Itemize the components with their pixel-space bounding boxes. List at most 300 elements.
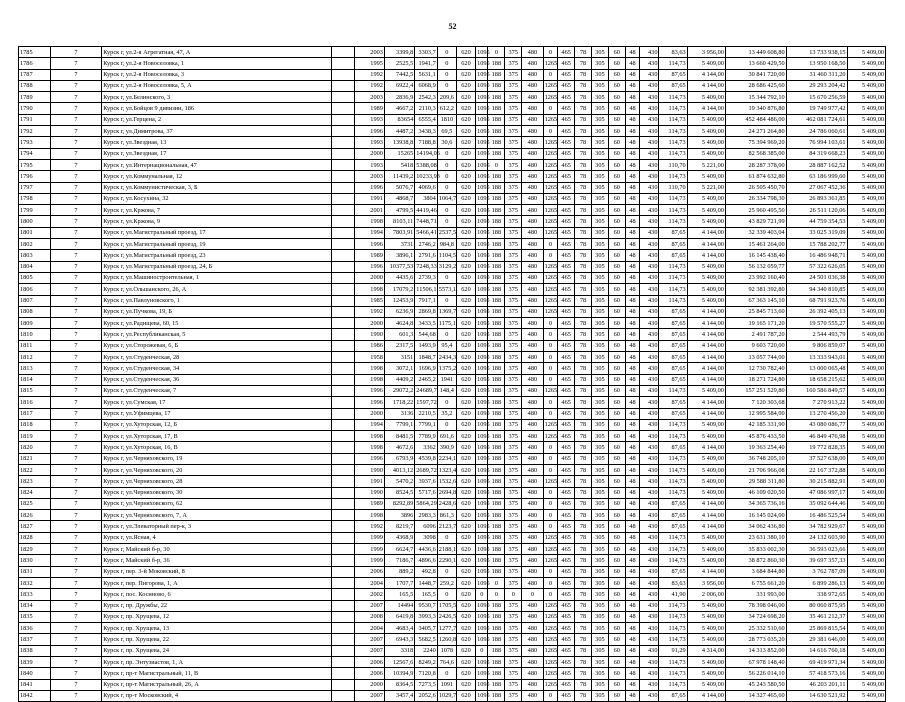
table-cell: 43 080 086,77 xyxy=(786,419,847,430)
table-cell: 480 xyxy=(522,544,543,555)
table-cell: 48 xyxy=(625,589,640,600)
table-cell: 188 xyxy=(488,521,505,532)
table-cell: 1820 xyxy=(19,442,51,453)
table-cell: 7 xyxy=(50,623,102,634)
table-cell: 465 xyxy=(558,47,575,58)
address-cell: Курск г, пер. Пигорова, 1, А xyxy=(102,577,332,588)
table-cell: 430 xyxy=(640,193,659,204)
table-cell: 28 686 425,60 xyxy=(725,80,786,91)
table-cell: 2006 xyxy=(354,566,384,577)
table-cell: 5 409,00 xyxy=(847,577,886,588)
table-cell: 2 544 493,79 xyxy=(786,329,847,340)
table-cell: 1095 xyxy=(476,408,488,419)
table-cell xyxy=(331,544,354,555)
table-cell: 430 xyxy=(640,261,659,272)
table-cell: 2004 xyxy=(354,577,384,588)
table-cell: 7 xyxy=(50,498,102,509)
table-cell: 5 409,00 xyxy=(847,476,886,487)
table-cell: 7248,33 xyxy=(415,261,438,272)
table-cell: 480 xyxy=(522,521,543,532)
table-cell: 48 xyxy=(625,498,640,509)
table-cell: 188 xyxy=(488,385,505,396)
table-cell: 430 xyxy=(640,216,659,227)
table-cell: 480 xyxy=(522,193,543,204)
table-row xyxy=(19,329,886,340)
table-row xyxy=(19,611,886,622)
table-cell: 1095 xyxy=(476,431,488,442)
table-cell: 5 409,00 xyxy=(847,126,886,137)
table-row xyxy=(19,182,886,193)
table-cell: 188 xyxy=(488,566,505,577)
table-cell: 305 xyxy=(591,295,608,306)
table-cell: 8364,5 xyxy=(384,679,414,690)
table-cell: 1095 xyxy=(476,103,488,114)
table-cell: 78 xyxy=(575,623,592,634)
table-cell: 87,65 xyxy=(659,352,687,363)
table-cell: 83,63 xyxy=(659,47,687,58)
table-cell: 14194,06 xyxy=(415,148,438,159)
table-cell: 1837 xyxy=(19,634,51,645)
table-cell: 465 xyxy=(558,374,575,385)
table-cell xyxy=(331,306,354,317)
table-cell xyxy=(331,205,354,216)
table-cell: 4 144,00 xyxy=(687,352,725,363)
table-cell: 4368,9 xyxy=(384,532,414,543)
table-cell: 48 xyxy=(625,464,640,475)
table-cell: 8103,11 xyxy=(384,216,414,227)
table-cell: 480 xyxy=(522,668,543,679)
table-cell: 114,73 xyxy=(659,476,687,487)
table-cell: 5 409,00 xyxy=(847,623,886,634)
table-cell xyxy=(331,69,354,80)
table-cell: 78 xyxy=(575,668,592,679)
table-cell: 1792 xyxy=(19,126,51,137)
table-cell: 1825 xyxy=(19,498,51,509)
table-cell: 5 409,00 xyxy=(687,544,725,555)
table-cell: 60 xyxy=(608,92,625,103)
table-cell xyxy=(331,193,354,204)
table-cell: 1265 xyxy=(543,114,558,125)
table-cell: 465 xyxy=(558,250,575,261)
table-cell: 305 xyxy=(591,385,608,396)
table-cell: 480 xyxy=(522,80,543,91)
table-cell: 188 xyxy=(488,645,505,656)
table-cell: 430 xyxy=(640,295,659,306)
table-cell: 48 xyxy=(625,58,640,69)
table-cell: 1991 xyxy=(354,193,384,204)
table-row xyxy=(19,295,886,306)
table-cell: 24 132 603,90 xyxy=(786,532,847,543)
table-cell: 30,6 xyxy=(437,137,456,148)
table-cell: 7 xyxy=(50,340,102,351)
table-cell: 9 806 859,07 xyxy=(786,340,847,351)
address-cell: Курск г, ул.2-я Новоселовка, 1 xyxy=(102,58,332,69)
table-cell: 889,2 xyxy=(384,566,414,577)
table-cell: 60 xyxy=(608,453,625,464)
table-cell: 5 409,00 xyxy=(847,442,886,453)
table-cell: 60 xyxy=(608,521,625,532)
table-cell: 7 xyxy=(50,103,102,114)
table-cell: 620 xyxy=(456,634,475,645)
table-cell: 1369,7 xyxy=(437,306,456,317)
table-cell: 764,6 xyxy=(437,657,456,668)
table-cell: 375 xyxy=(505,498,522,509)
table-cell: 7 xyxy=(50,589,102,600)
table-cell: 188 xyxy=(488,600,505,611)
table-cell: 60 xyxy=(608,385,625,396)
table-cell: 114,73 xyxy=(659,126,687,137)
table-row xyxy=(19,600,886,611)
table-cell: 5 409,00 xyxy=(687,453,725,464)
table-cell: 2525,5 xyxy=(384,58,414,69)
table-cell: 375 xyxy=(505,284,522,295)
table-cell: 60 xyxy=(608,159,625,170)
address-cell: Курск г, ул.Ольшанского, 26, А xyxy=(102,284,332,295)
table-cell: 620 xyxy=(456,159,475,170)
table-cell: 375 xyxy=(505,318,522,329)
table-cell: 60 xyxy=(608,657,625,668)
table-cell: 7 xyxy=(50,159,102,170)
table-cell: 188 xyxy=(488,250,505,261)
table-cell: 60 xyxy=(608,261,625,272)
table-cell xyxy=(331,137,354,148)
table-cell: 46 203 201,11 xyxy=(786,679,847,690)
table-cell: 39 697 357,33 xyxy=(786,555,847,566)
table-cell: 620 xyxy=(456,352,475,363)
table-cell: 4 144,00 xyxy=(687,566,725,577)
table-cell: 78 xyxy=(575,126,592,137)
table-cell: 305 xyxy=(591,566,608,577)
table-cell: 6 899 286,13 xyxy=(786,577,847,588)
table-cell: 620 xyxy=(456,657,475,668)
table-cell: 390,9 xyxy=(437,442,456,453)
table-cell: 430 xyxy=(640,532,659,543)
table-cell: 48 xyxy=(625,92,640,103)
table-cell: 6624,7 xyxy=(384,544,414,555)
table-cell: 305 xyxy=(591,645,608,656)
table-cell: 4 144,00 xyxy=(687,510,725,521)
table-cell: 305 xyxy=(591,148,608,159)
table-cell: 430 xyxy=(640,385,659,396)
table-cell: 1840 xyxy=(19,668,51,679)
table-cell: 60 xyxy=(608,600,625,611)
table-cell: 7 xyxy=(50,318,102,329)
table-cell: 1818 xyxy=(19,419,51,430)
table-cell: 78 xyxy=(575,306,592,317)
table-cell: 148,4 xyxy=(437,385,456,396)
table-cell: 305 xyxy=(591,498,608,509)
table-cell: 60 xyxy=(608,216,625,227)
table-cell: 2537,5 xyxy=(437,227,456,238)
address-cell: Курск г, ул.Косухина, 32 xyxy=(102,193,332,204)
table-cell: 48 xyxy=(625,487,640,498)
table-cell: 1791 xyxy=(19,114,51,125)
table-cell: 1265 xyxy=(543,600,558,611)
table-cell: 1265 xyxy=(543,227,558,238)
table-cell: 78 398 046,00 xyxy=(725,600,786,611)
table-cell: 430 xyxy=(640,272,659,283)
table-cell: 48 xyxy=(625,690,640,701)
table-cell: 5 221,00 xyxy=(687,159,725,170)
table-cell: 48 xyxy=(625,126,640,137)
table-cell: 1104,5 xyxy=(437,250,456,261)
table-cell: 620 xyxy=(456,306,475,317)
table-cell: 4 144,00 xyxy=(687,306,725,317)
table-cell: 87,65 xyxy=(659,227,687,238)
table-cell: 4435,6 xyxy=(384,272,414,283)
table-cell: 4896,6 xyxy=(415,555,438,566)
table-cell: 7 120 303,68 xyxy=(725,397,786,408)
table-cell: 114,73 xyxy=(659,103,687,114)
table-cell: 76 994 103,61 xyxy=(786,137,847,148)
table-cell: 465 xyxy=(558,329,575,340)
table-cell: 1260,8 xyxy=(437,634,456,645)
table-cell: 1817 xyxy=(19,408,51,419)
table-cell: 1375,2 xyxy=(437,363,456,374)
table-cell: 87,65 xyxy=(659,250,687,261)
table-cell: 45 876 433,50 xyxy=(725,431,786,442)
table-cell: 305 xyxy=(591,239,608,250)
table-cell: 465 xyxy=(558,498,575,509)
table-cell: 480 xyxy=(522,363,543,374)
table-cell: 305 xyxy=(591,306,608,317)
table-cell: 7 xyxy=(50,329,102,340)
table-cell: 78 xyxy=(575,340,592,351)
table-cell: 1804 xyxy=(19,261,51,272)
table-cell: 48 xyxy=(625,544,640,555)
table-cell: 480 xyxy=(522,47,543,58)
table-cell: 5 409,00 xyxy=(847,487,886,498)
table-row xyxy=(19,510,886,521)
table-cell: 1993 xyxy=(354,159,384,170)
table-cell: 430 xyxy=(640,668,659,679)
table-cell: 7 xyxy=(50,374,102,385)
table-cell: 34 724 698,20 xyxy=(725,611,786,622)
table-cell: 114,73 xyxy=(659,453,687,464)
table-cell: 305 xyxy=(591,227,608,238)
table-cell: 0 xyxy=(543,329,558,340)
table-cell: 7448,71 xyxy=(415,216,438,227)
table-cell: 78 xyxy=(575,510,592,521)
table-cell: 480 xyxy=(522,419,543,430)
table-cell: 7803,91 xyxy=(384,227,414,238)
table-row xyxy=(19,487,886,498)
address-cell: Курск г, Майский б-р, 30 xyxy=(102,544,332,555)
table-cell: 28 773 035,20 xyxy=(725,634,786,645)
table-cell: 430 xyxy=(640,159,659,170)
table-cell: 375 xyxy=(505,126,522,137)
table-cell: 1835 xyxy=(19,611,51,622)
table-cell: 5 409,00 xyxy=(687,114,725,125)
table-cell: 7 270 913,22 xyxy=(786,397,847,408)
address-cell: Курск г, ул.Кржова, 7 xyxy=(102,205,332,216)
table-cell: 1821 xyxy=(19,453,51,464)
table-cell: 7 xyxy=(50,544,102,555)
table-cell: 56 132 059,77 xyxy=(725,261,786,272)
table-cell: 465 xyxy=(558,453,575,464)
table-cell: 375 xyxy=(505,374,522,385)
table-cell: 61 874 632,80 xyxy=(725,171,786,182)
table-cell: 25 960 495,50 xyxy=(725,205,786,216)
table-cell: 430 xyxy=(640,126,659,137)
table-cell: 25 332 510,60 xyxy=(725,623,786,634)
table-cell: 5 409,00 xyxy=(847,340,886,351)
table-cell: 375 xyxy=(505,431,522,442)
table-cell: 94 340 810,85 xyxy=(786,284,847,295)
table-cell xyxy=(331,329,354,340)
table-cell: 5 409,00 xyxy=(847,363,886,374)
table-cell: 4 144,00 xyxy=(687,397,725,408)
table-cell: 5 409,00 xyxy=(847,679,886,690)
table-cell: 430 xyxy=(640,239,659,250)
table-cell: 188 xyxy=(488,295,505,306)
table-cell: 430 xyxy=(640,137,659,148)
table-cell: 6096 xyxy=(415,521,438,532)
table-cell: 480 xyxy=(522,679,543,690)
table-cell: 7 xyxy=(50,80,102,91)
table-cell: 0 xyxy=(543,487,558,498)
table-cell: 5 409,00 xyxy=(847,589,886,600)
table-cell: 480 xyxy=(522,284,543,295)
table-row xyxy=(19,464,886,475)
table-cell: 15 788 202,77 xyxy=(786,239,847,250)
table-cell: 465 xyxy=(558,476,575,487)
table-cell: 1795 xyxy=(19,159,51,170)
table-cell: 1095 xyxy=(476,69,488,80)
table-cell: 0 xyxy=(543,464,558,475)
table-cell: 0 xyxy=(488,589,505,600)
table-cell: 465 xyxy=(558,114,575,125)
table-cell: 430 xyxy=(640,148,659,159)
table-row xyxy=(19,92,886,103)
table-cell: 1823 xyxy=(19,476,51,487)
table-cell: 48 xyxy=(625,159,640,170)
table-cell: 188 xyxy=(488,544,505,555)
table-row xyxy=(19,657,886,668)
table-cell: 1095 xyxy=(476,58,488,69)
table-cell: 60 xyxy=(608,498,625,509)
table-cell: 78 xyxy=(575,690,592,701)
table-cell: 48 xyxy=(625,566,640,577)
table-cell: 480 xyxy=(522,306,543,317)
table-cell xyxy=(331,148,354,159)
table-cell: 114,73 xyxy=(659,284,687,295)
table-cell: 78 xyxy=(575,645,592,656)
table-cell: 5 409,00 xyxy=(687,487,725,498)
table-cell: 375 xyxy=(505,227,522,238)
address-cell: Курск г, ул.Герцена, 2 xyxy=(102,114,332,125)
table-cell: 75 394 969,20 xyxy=(725,137,786,148)
table-row xyxy=(19,58,886,69)
table-cell: 4 144,00 xyxy=(687,340,725,351)
table-cell: 2000 xyxy=(354,272,384,283)
table-cell: 465 xyxy=(558,679,575,690)
table-cell: 7 xyxy=(50,690,102,701)
table-cell: 19 772 828,35 xyxy=(786,442,847,453)
table-cell: 5 409,00 xyxy=(687,611,725,622)
table-cell: 4 144,00 xyxy=(687,521,725,532)
table-cell: 5 409,00 xyxy=(847,80,886,91)
table-cell: 1786 xyxy=(19,58,51,69)
table-cell: 620 xyxy=(456,205,475,216)
table-cell: 7 xyxy=(50,69,102,80)
table-cell: 1996 xyxy=(354,261,384,272)
table-cell: 5 409,00 xyxy=(687,284,725,295)
table-cell: 78 xyxy=(575,442,592,453)
table-cell: 21 706 966,08 xyxy=(725,464,786,475)
table-cell: 375 xyxy=(505,80,522,91)
address-cell: Курск г, ул.Хуторская, 12, Б xyxy=(102,419,332,430)
table-cell: 114,73 xyxy=(659,385,687,396)
table-cell xyxy=(331,679,354,690)
table-cell: 430 xyxy=(640,544,659,555)
table-cell: 48 xyxy=(625,510,640,521)
table-cell: 5418 xyxy=(384,159,414,170)
table-cell: 375 xyxy=(505,566,522,577)
table-cell: 5 409,00 xyxy=(847,408,886,419)
table-cell: 188 xyxy=(488,668,505,679)
address-cell: Курск г, пр. Дружбы, 22 xyxy=(102,600,332,611)
table-cell: 87,65 xyxy=(659,521,687,532)
table-row xyxy=(19,272,886,283)
table-cell: 620 xyxy=(456,250,475,261)
table-cell: 1793 xyxy=(19,137,51,148)
table-cell: 188 xyxy=(488,611,505,622)
table-cell: 480 xyxy=(522,498,543,509)
table-cell xyxy=(331,126,354,137)
table-cell xyxy=(331,431,354,442)
table-cell: 78 xyxy=(575,148,592,159)
table-cell: 1265 xyxy=(543,193,558,204)
table-cell: 0 xyxy=(543,589,558,600)
table-cell: 331 993,00 xyxy=(725,589,786,600)
table-cell: 165,5 xyxy=(415,589,438,600)
table-cell: 1802 xyxy=(19,239,51,250)
table-cell: 1992 xyxy=(354,80,384,91)
table-cell: 7 xyxy=(50,171,102,182)
address-cell: Курск г, ул.Черняховского, 19 xyxy=(102,453,332,464)
table-cell xyxy=(331,352,354,363)
table-cell: 620 xyxy=(456,521,475,532)
table-cell: 1265 xyxy=(543,58,558,69)
address-cell: Курск г, ул.Павлуновского, 1 xyxy=(102,295,332,306)
table-cell: 5 409,00 xyxy=(687,295,725,306)
table-cell: 2123,7 xyxy=(437,521,456,532)
table-cell: 60 xyxy=(608,589,625,600)
table-cell xyxy=(331,657,354,668)
address-cell: Курск г, пр. Хрущева, 24 xyxy=(102,645,332,656)
table-cell: 2210,5 xyxy=(415,408,438,419)
address-cell: Курск г, пр. Хрущева, 12 xyxy=(102,611,332,622)
table-cell: 188 xyxy=(488,103,505,114)
table-cell: 15 344 792,10 xyxy=(725,92,786,103)
table-cell: 10377,53 xyxy=(384,261,414,272)
table-cell: 7 xyxy=(50,239,102,250)
table-cell: 1265 xyxy=(543,385,558,396)
table-cell: 60 xyxy=(608,464,625,475)
table-cell: 87,65 xyxy=(659,566,687,577)
table-cell: 0 xyxy=(543,498,558,509)
table-cell: 188 xyxy=(488,329,505,340)
table-cell xyxy=(331,318,354,329)
table-cell: 480 xyxy=(522,239,543,250)
table-cell: 620 xyxy=(456,114,475,125)
address-cell: Курск г, ул.Магистральный проезд, 17 xyxy=(102,227,332,238)
table-cell: 2008 xyxy=(354,611,384,622)
table-cell: 5864,29 xyxy=(415,498,438,509)
table-cell: 78 xyxy=(575,419,592,430)
table-cell: 35 833 002,30 xyxy=(725,544,786,555)
